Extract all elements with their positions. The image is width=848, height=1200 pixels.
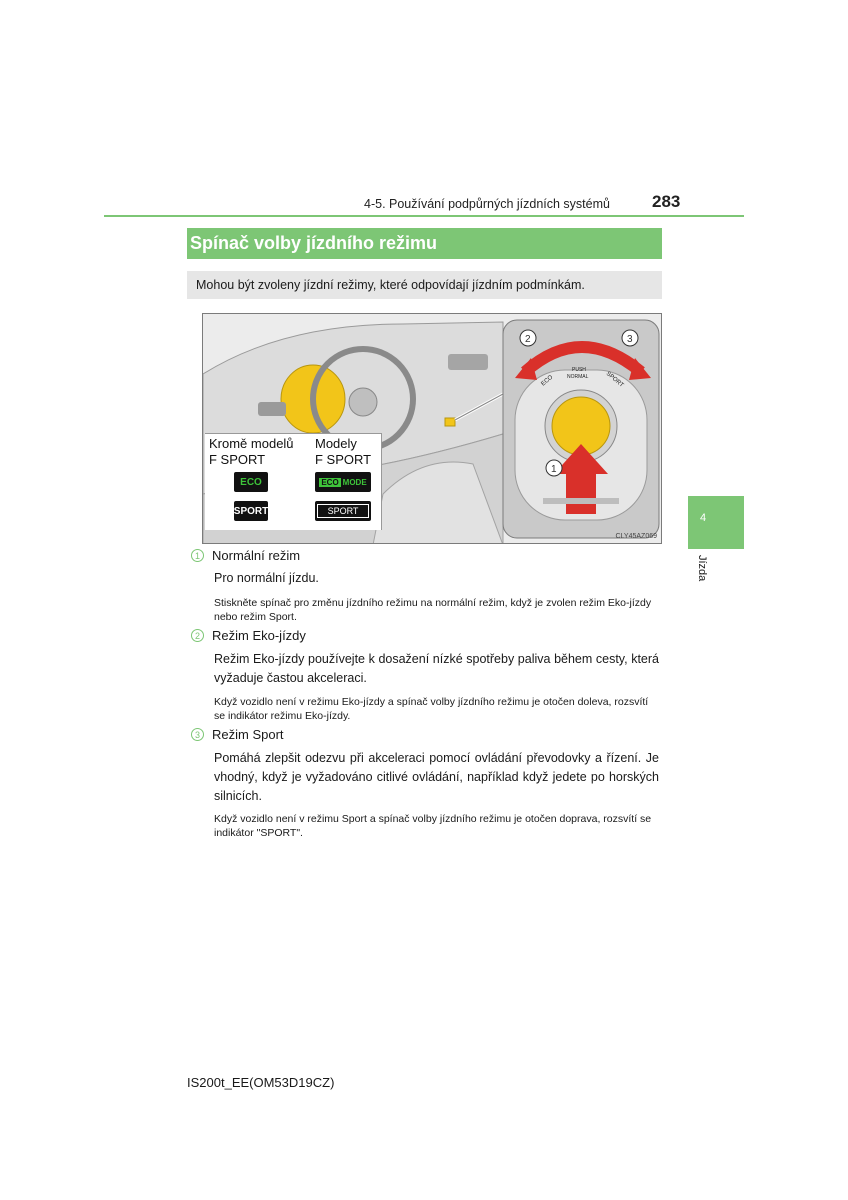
eco-indicator-text: ECO <box>240 476 262 488</box>
footer-code: IS200t_EE(OM53D19CZ) <box>187 1075 335 1090</box>
eco-mode-indicator <box>315 472 371 492</box>
eco-mode-indicator-mode: MODE <box>342 477 367 487</box>
center-display <box>448 354 488 370</box>
item-2-body: Režim Eko-jízdy používejte k dosažení nízké spotřeby paliva během cesty, která vyžaduje častou akceleraci. <box>214 652 659 685</box>
legend-col2-line1: Modely <box>315 436 357 451</box>
running-header: 4-5. Používání podpůrných jízdních systémů <box>364 197 610 211</box>
figure-code: CLY45AZ069 <box>615 533 657 540</box>
item-2-heading <box>191 628 306 643</box>
switch-location <box>445 418 455 426</box>
chapter-tab-label: Jízda <box>696 555 708 582</box>
sport-indicator-text: SPORT <box>233 505 269 517</box>
item-3-title: Režim Sport <box>212 727 284 742</box>
legend-col1-line1: Kromě modelů <box>209 436 294 451</box>
steering-hub <box>349 388 377 416</box>
sport-indicator <box>234 501 268 521</box>
eco-indicator <box>234 472 268 492</box>
item-1-number: 1 <box>191 549 204 562</box>
item-3-note: Když vozidlo není v režimu Sport a spínač volby jízdního režimu je otočen doprava, rozsvítí se indikátor "SPORT". <box>214 813 652 839</box>
callout-1: 1 <box>551 464 557 475</box>
legend-col2-line2: F SPORT <box>315 452 372 467</box>
chapter-tab-number: 4 <box>700 512 707 524</box>
intro-box: Mohou být zvoleny jízdní režimy, které odpovídají jízdním podmínkám. <box>187 271 662 299</box>
page-number: 283 <box>652 192 681 211</box>
item-1-note: Stiskněte spínač pro změnu jízdního režimu na normální režim, když je zvolen režim Eko-jízdy nebo režim Sport. <box>214 597 652 623</box>
sport-fs-indicator-text: SPORT <box>317 504 369 518</box>
switch-base <box>543 498 619 504</box>
figure-drive-mode-switch <box>202 313 662 544</box>
callout-2: 2 <box>525 334 531 345</box>
legend-col1-line2: F SPORT <box>209 452 266 467</box>
item-2-note: Když vozidlo není v režimu Eko-jízdy a spínač volby jízdního režimu je otočen doleva, rozsvítí se indikátor režimu Eko-jízdy. <box>214 696 649 722</box>
knob-label-normal: NORMAL <box>567 374 589 380</box>
item-2-title: Režim Eko-jízdy <box>212 628 306 643</box>
item-1-body: Pro normální jízdu. <box>214 571 319 585</box>
item-3-body: Pomáhá zlepšit odezvu při akceleraci pomocí ovládání převodovky a řízení. Je vhodný, když je vyžadováno citlivé ovládání, například když jedete po horských silnicích. <box>214 751 659 803</box>
knob-label-sport: SPORT <box>604 370 625 389</box>
item-2-number: 2 <box>191 629 204 642</box>
item-1-heading <box>191 548 300 563</box>
chapter-tab <box>688 496 744 549</box>
header-rule <box>104 215 744 217</box>
section-title: Spínač volby jízdního režimu <box>187 228 662 259</box>
eco-mode-indicator-eco: ECO <box>321 477 339 487</box>
sport-fs-indicator <box>315 501 371 521</box>
callout-3: 3 <box>627 334 633 345</box>
item-3-heading <box>191 727 284 742</box>
air-vent <box>258 402 286 416</box>
item-1-title: Normální režim <box>212 548 301 563</box>
item-3-number: 3 <box>191 728 204 741</box>
knob-label-eco: ECO <box>540 374 555 388</box>
knob-label-push: PUSH <box>572 367 586 373</box>
indicator-legend <box>205 433 382 530</box>
